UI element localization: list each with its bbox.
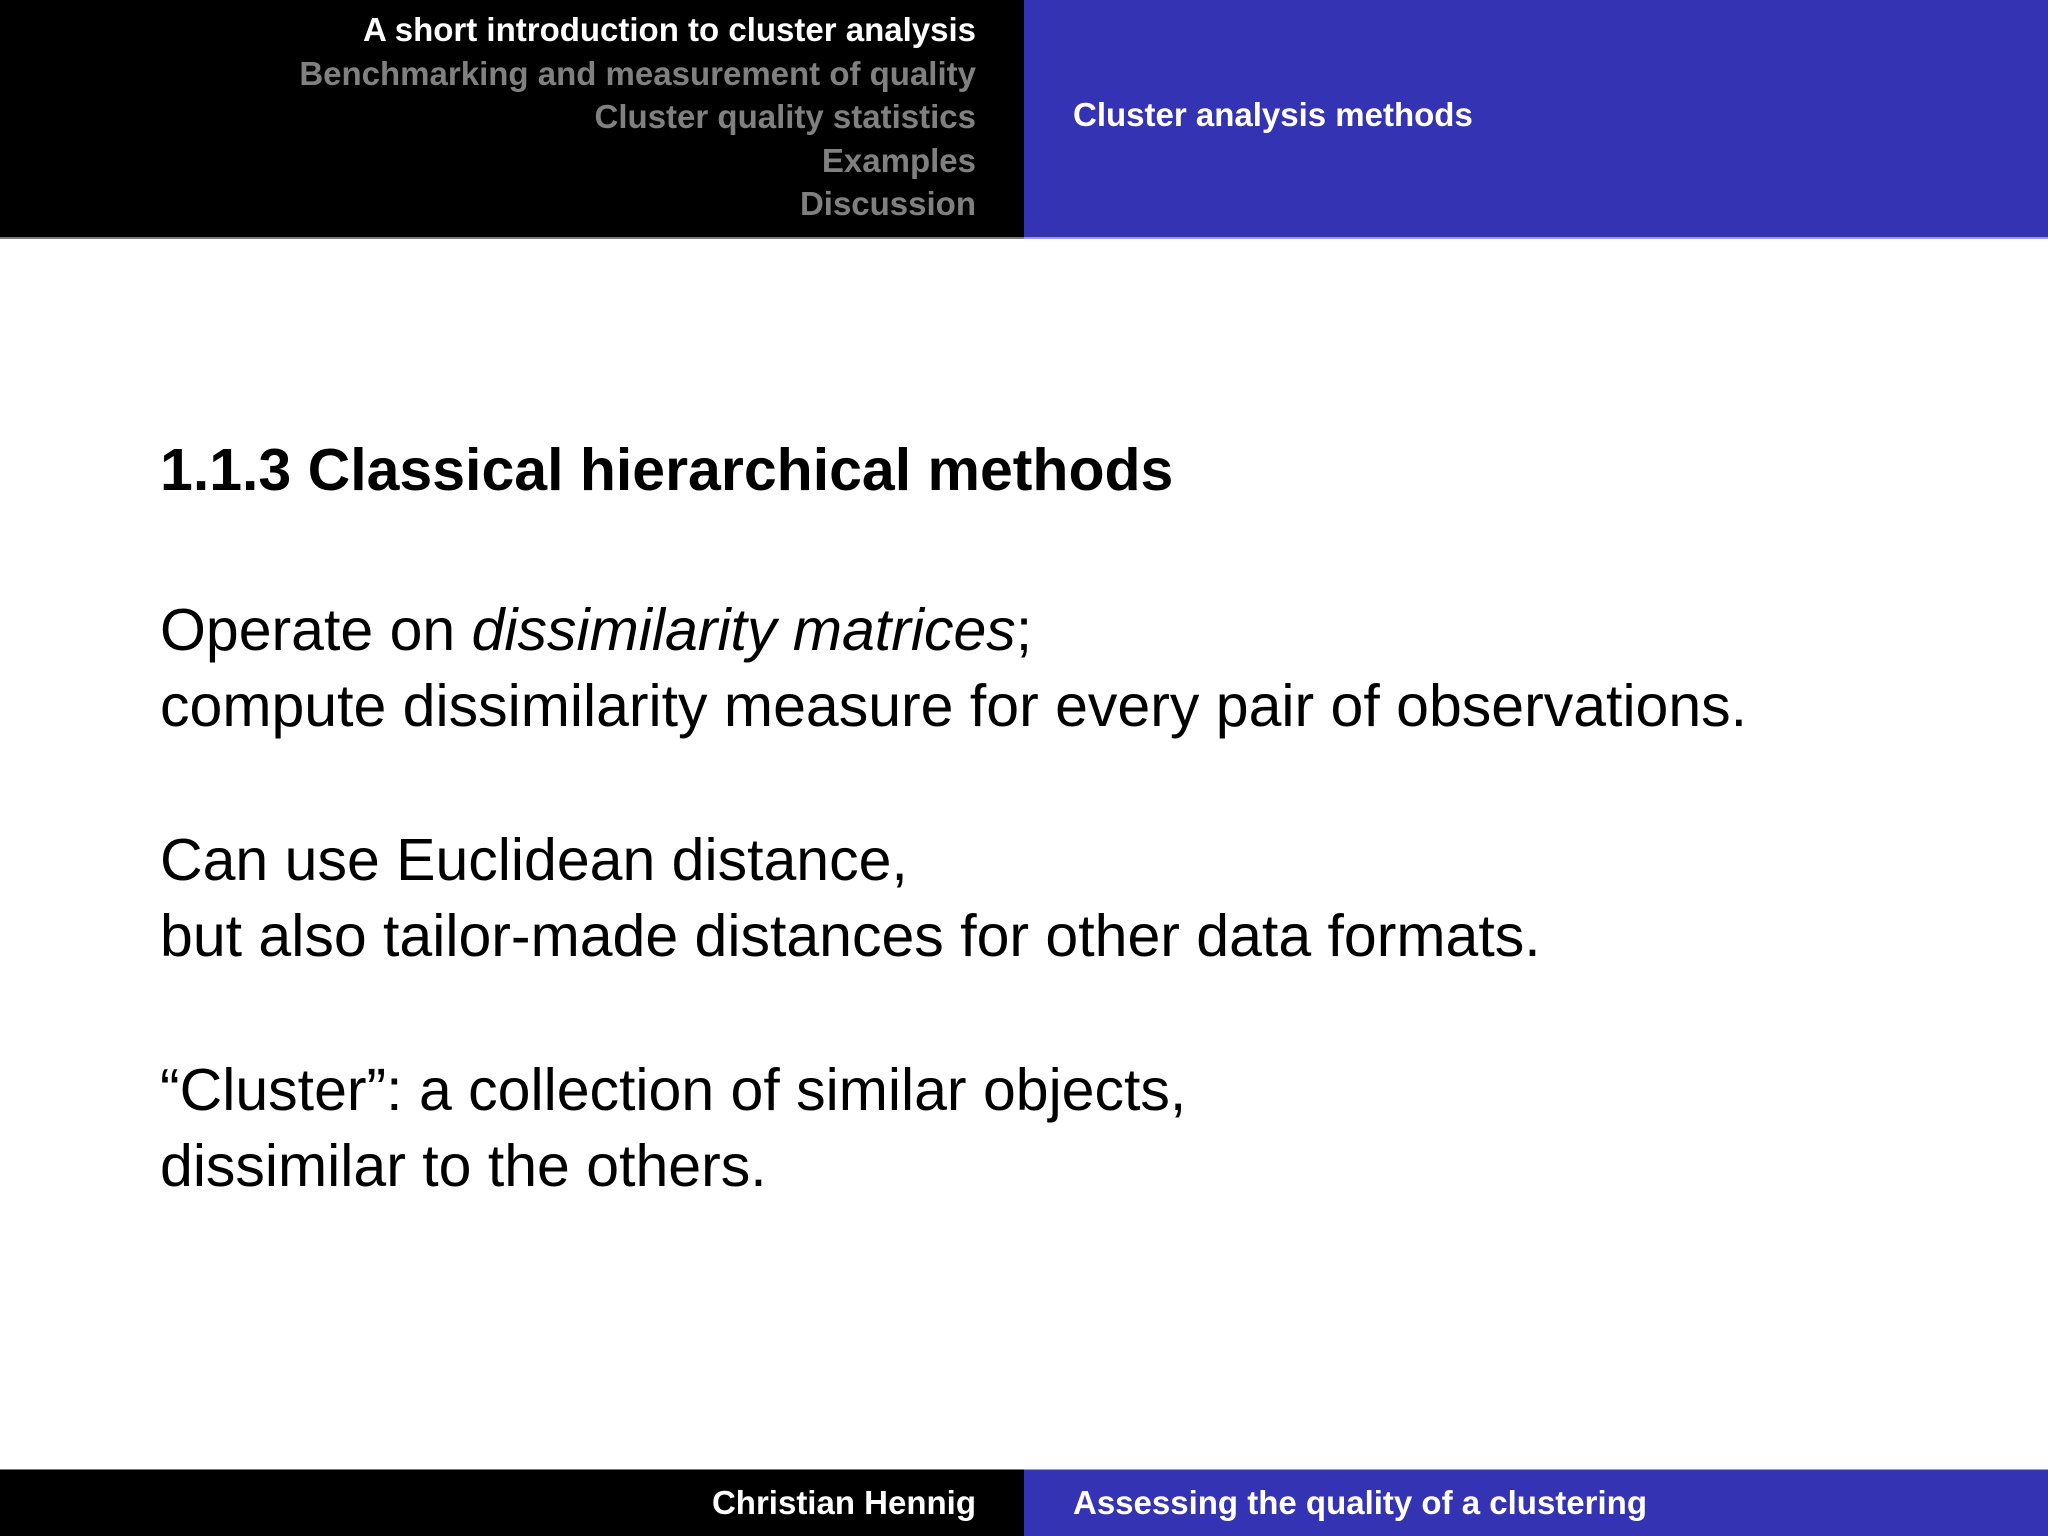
header-divider: [0, 237, 2048, 239]
slide-footer: [0, 1470, 2048, 1536]
paragraph-line: but also tailor-made distances for other data formats.: [160, 903, 1541, 969]
slide-title: 1.1.3 Classical hierarchical methods: [160, 437, 1174, 503]
paragraph-cluster-definition: [160, 1052, 1186, 1204]
nav-section-quality-statistics[interactable]: Cluster quality statistics: [594, 98, 976, 136]
text-run: Operate on: [160, 597, 472, 663]
paragraph-line: dissimilar to the others.: [160, 1133, 767, 1199]
slide-header: [0, 0, 2048, 238]
paragraph-line: [160, 592, 1747, 668]
nav-section-introduction[interactable]: A short introduction to cluster analysis: [362, 11, 976, 48]
nav-subsection-current[interactable]: Cluster analysis methods: [1073, 96, 1473, 133]
subsection-panel: [1024, 0, 2048, 238]
nav-section-benchmarking[interactable]: Benchmarking and measurement of quality: [299, 54, 976, 92]
footer-title-panel: [1024, 1470, 2048, 1536]
paragraph-distances: [160, 822, 1541, 974]
footer-author: Christian Hennig: [711, 1484, 976, 1521]
nav-section-examples[interactable]: Examples: [821, 141, 976, 179]
footer-author-panel: [0, 1470, 1024, 1536]
paragraph-dissimilarity: [160, 592, 1747, 744]
text-run: ;: [1015, 597, 1033, 663]
paragraph-line: compute dissimilarity measure for every pair of observations.: [160, 673, 1748, 739]
emphasized-term: dissimilarity matrices: [471, 597, 1016, 663]
footer-talk-title: Assessing the quality of a clustering: [1073, 1484, 1647, 1521]
nav-section-discussion[interactable]: Discussion: [799, 185, 976, 223]
paragraph-line: Can use Euclidean distance,: [160, 827, 908, 893]
section-navigation: [0, 0, 1024, 238]
paragraph-line: “Cluster”: a collection of similar objects,: [160, 1057, 1187, 1123]
